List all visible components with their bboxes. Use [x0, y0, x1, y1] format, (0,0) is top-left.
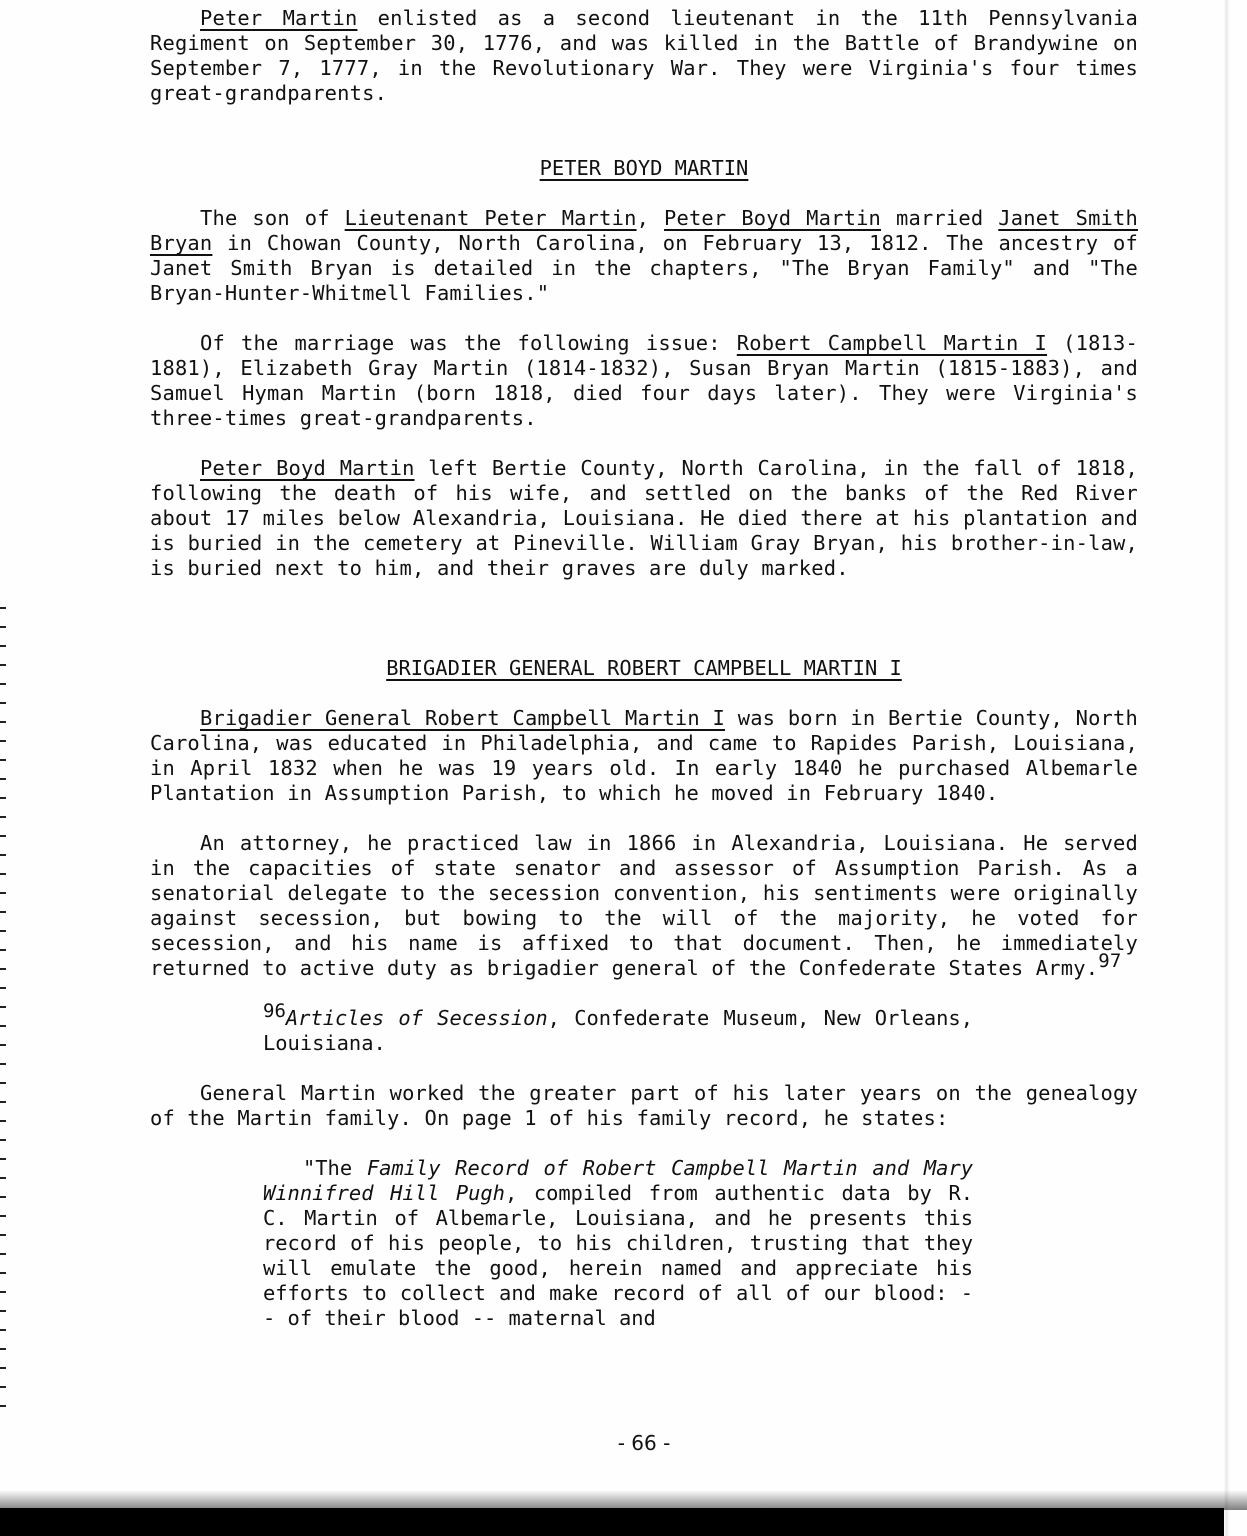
footnote: $^{96}$Articles of Secession, Confederate Museum, New Orleans, Louisiana.: [263, 1000, 973, 1055]
footnote-number: 96: [263, 1000, 286, 1022]
page-right-edge: [1224, 0, 1247, 1536]
scan-bottom-shadow: [0, 1490, 1247, 1510]
paragraph-peter-martin: Peter Martin enlisted as a second lieutenant in the 11th Pennsylvania Regiment on September 30, 1776, and was killed in the Battle of Brandywine on September 7, 1777, in the Revolutionary War. They were Virginia's four times great-grandparents.: [150, 6, 1138, 105]
section-heading-brigadier-general: BRIGADIER GENERAL ROBERT CAMPBELL MARTIN I: [386, 656, 902, 680]
paragraph-attorney: An attorney, he practiced law in 1866 in Alexandria, Louisiana. He served in the capacities of state senator and assessor of Assumption Parish. As a senatorial delegate to the secession convention, his sentiments were originally against secession, but bowing to the will of the majority, he voted for secession, and his name is affixed to that document. Then, he immediately returned to active duty as brigadier general of the Confederate States Army.$^{97}$: [150, 831, 1138, 980]
paragraph-son-of-lieutenant: The son of Lieutenant Peter Martin, Peter Boyd Martin married Janet Smith Bryan in Chowan County, North Carolina, on February 13, 1812. The ancestry of Janet Smith Bryan is detailed in the chapters, "The Bryan Family" and "The Bryan-Hunter-Whitmell Families.": [150, 206, 1138, 305]
name-peter-martin: Peter Martin: [200, 6, 358, 30]
page-number: - 66 -: [617, 1431, 671, 1455]
block-quote-family-record: "The Family Record of Robert Campbell Martin and Mary Winnifred Hill Pugh, compiled from authentic data by R. C. Martin of Albemarle, Louisiana, and he presents this record of his people, to his children, trusting that they will emulate the good, herein named and appreciate his efforts to collect and make record of all of our blood: -- of their blood -- maternal and: [263, 1156, 973, 1330]
scan-edge-marks: [0, 600, 6, 1420]
paragraph-marriage-issue: Of the marriage was the following issue: Robert Campbell Martin I (1813-1881), Elizabeth Gray Martin (1814-1832), Susan Bryan Martin (1815-1883), and Samuel Hyman Martin (born 1818, died four days later). They were Virginia's three-times great-grandparents.: [150, 331, 1138, 430]
section-heading-peter-boyd-martin: PETER BOYD MARTIN: [539, 156, 749, 180]
footnote-marker: 97: [1098, 950, 1122, 972]
paragraph-genealogy: General Martin worked the greater part of his later years on the genealogy of the Martin family. On page 1 of his family record, he states:: [150, 1081, 1138, 1130]
paragraph-left-bertie-county: Peter Boyd Martin left Bertie County, North Carolina, in the fall of 1818, following the death of his wife, and settled on the banks of the Red River about 17 miles below Alexandria, Louisiana. He died there at his plantation and is buried in the cemetery at Pineville. William Gray Bryan, his brother-in-law, is buried next to him, and their graves are duly marked.: [150, 456, 1138, 580]
paragraph-born-bertie-county: Brigadier General Robert Campbell Martin I was born in Bertie County, North Carolina, was educated in Philadelphia, and came to Rapides Parish, Louisiana, in April 1832 when he was 19 years old. In early 1840 he purchased Albemarle Plantation in Assumption Parish, to which he moved in February 1840.: [150, 706, 1138, 805]
